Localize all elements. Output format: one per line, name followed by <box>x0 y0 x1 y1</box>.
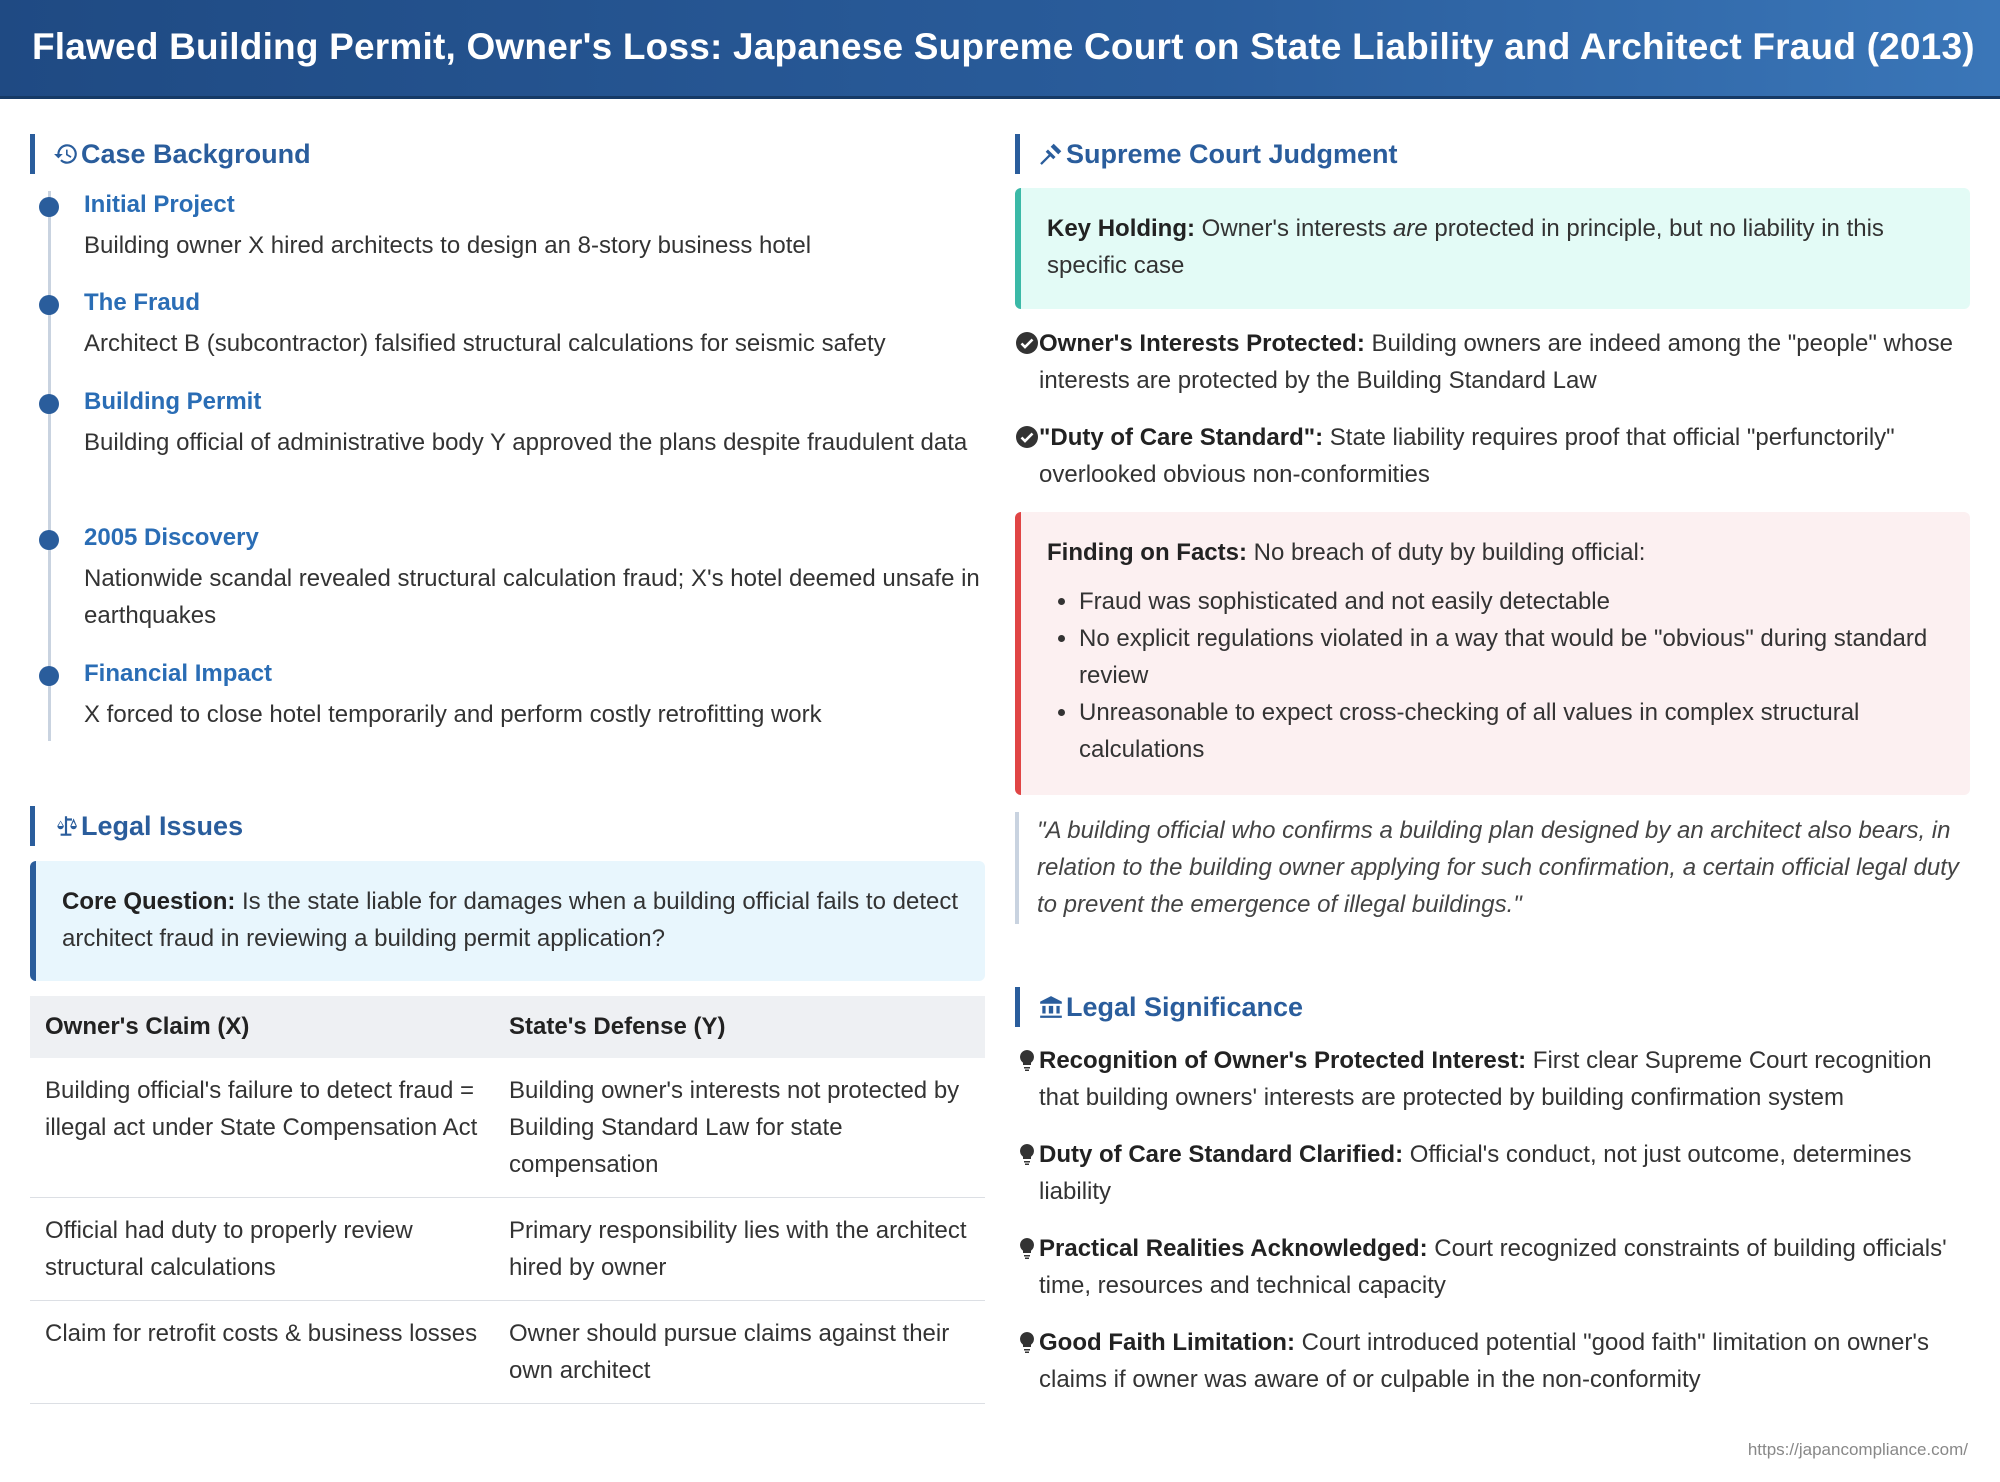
significance-item-text: Official's conduct, not just outcome, determines liability <box>1039 1141 1912 1205</box>
table-cell: Claim for retrofit costs & business losses <box>30 1301 494 1404</box>
section-title-text: Case Background <box>81 138 311 169</box>
judgment-point-text: State liability requires proof that official "perfunctorily" overlooked obvious non-conformities <box>1039 424 1895 488</box>
significance-item <box>1015 1324 1970 1398</box>
table-header-row <box>30 996 985 1058</box>
timeline-item-title: Building Permit <box>84 388 262 415</box>
key-holding-emphasis: are <box>1392 215 1428 242</box>
table-row <box>30 1198 985 1301</box>
table-row <box>30 1058 985 1198</box>
check-circle-icon <box>1015 425 1039 449</box>
key-holding-label: Key Holding: <box>1047 215 1195 242</box>
page-header <box>0 0 2000 99</box>
significance-item-text: Court introduced potential "good faith" limitation on owner's claims if owner was aware of or culpable in the non-conformity <box>1039 1329 1929 1393</box>
timeline-item-title: The Fraud <box>84 289 201 316</box>
core-question-label: Core Question: <box>62 888 236 915</box>
judgment-point-label: "Duty of Care Standard": <box>1039 424 1324 451</box>
finding-label: Finding on Facts: <box>1047 539 1247 566</box>
significance-item <box>1015 1136 1970 1210</box>
significance-item-body <box>1039 1324 1970 1398</box>
timeline-item-title: Initial Project <box>84 191 235 218</box>
significance-item-text: First clear Supreme Court recognition that building owners' interests are protected by building confirmation system <box>1039 1047 1932 1111</box>
timeline-item-text: X forced to close hotel temporarily and perform costly retrofitting work <box>84 701 822 728</box>
significance-item-body <box>1039 1230 1970 1304</box>
judgment-point-body <box>1039 419 1970 493</box>
significance-item-label: Recognition of Owner's Protected Interest: <box>1039 1047 1527 1074</box>
lightbulb-icon <box>1015 1048 1039 1072</box>
timeline-item-text: Building official of administrative body Y approved the plans despite fraudulent data <box>84 429 968 456</box>
section-title-text: Legal Issues <box>81 810 244 841</box>
table-cell: Building owner's interests not protected by Building Standard Law for state compensation <box>494 1058 985 1198</box>
table-cell: Owner should pursue claims against their own architect <box>494 1301 985 1404</box>
section-title-issues <box>30 806 243 846</box>
timeline-dot <box>39 530 59 550</box>
significance-item-body <box>1039 1136 1970 1210</box>
list-item: • Unreasonable to expect cross-checking of all values in complex structural calculations <box>1079 694 1944 768</box>
judgment-point <box>1015 325 1970 399</box>
finding-text: No breach of duty by building official: <box>1253 539 1646 566</box>
list-item: • Fraud was sophisticated and not easily detectable <box>1079 583 1944 620</box>
footer-url: https://japancompliance.com/ <box>1747 1440 1968 1459</box>
significance-item <box>1015 1230 1970 1304</box>
timeline-dot <box>39 666 59 686</box>
judgment-point-label: Owner's Interests Protected: <box>1039 330 1365 357</box>
timeline-item-title: Financial Impact <box>84 660 273 687</box>
timeline-dot <box>39 394 59 414</box>
institution-icon <box>1038 994 1064 1020</box>
core-question-box <box>30 861 985 981</box>
judgment-quote: "A building official who confirms a building plan designed by an architect also bears, in relation to the building owner applying for such confirmation, a certain official legal duty to prevent the emergence of illegal buildings." <box>1015 812 1970 924</box>
lightbulb-icon <box>1015 1142 1039 1166</box>
history-icon <box>53 141 79 167</box>
core-question-text: Is the state liable for damages when a building official fails to detect architect fraud in reviewing a building permit application? <box>62 888 958 952</box>
significance-item-label: Duty of Care Standard Clarified: <box>1039 1141 1404 1168</box>
table-cell: Building official's failure to detect fraud = illegal act under State Compensation Act <box>30 1058 494 1198</box>
timeline-dot <box>39 197 59 217</box>
significance-item-body <box>1039 1042 1970 1116</box>
table-row <box>30 1301 985 1404</box>
timeline <box>48 191 978 741</box>
significance-item-text: Court recognized constraints of building officials' time, resources and technical capacity <box>1039 1235 1947 1299</box>
list-item: • No explicit regulations violated in a way that would be "obvious" during standard review <box>1079 620 1944 694</box>
table-header-cell: Owner's Claim (X) <box>30 996 494 1058</box>
section-title-significance <box>1015 987 1303 1027</box>
section-title-text: Supreme Court Judgment <box>1066 138 1398 169</box>
timeline-item-text: Building owner X hired architects to design an 8-story business hotel <box>84 232 812 259</box>
page-title: Flawed Building Permit, Owner's Loss: Japanese Supreme Court on State Liability and Architect Fraud (2013) <box>32 26 1975 67</box>
lightbulb-icon <box>1015 1330 1039 1354</box>
significance-item-label: Practical Realities Acknowledged: <box>1039 1235 1428 1262</box>
key-holding-pre: Owner's interests <box>1201 215 1387 242</box>
timeline-dot <box>39 295 59 315</box>
significance-item-label: Good Faith Limitation: <box>1039 1329 1295 1356</box>
section-title-background <box>30 134 311 174</box>
key-holding-post: protected in principle, but no liability in this specific case <box>1047 215 1884 279</box>
lightbulb-icon <box>1015 1236 1039 1260</box>
judgment-point-text: Building owners are indeed among the "people" whose interests are protected by the Building Standard Law <box>1039 330 1953 394</box>
judgment-point-body <box>1039 325 1970 399</box>
significance-item <box>1015 1042 1970 1116</box>
finding-box <box>1015 512 1970 795</box>
gavel-icon <box>1038 141 1064 167</box>
table-cell: Primary responsibility lies with the architect hired by owner <box>494 1198 985 1301</box>
timeline-item-text: Architect B (subcontractor) falsified structural calculations for seismic safety <box>84 330 886 357</box>
scale-icon <box>53 813 79 839</box>
key-holding-box <box>1015 188 1970 309</box>
timeline-item-title: 2005 Discovery <box>84 524 259 551</box>
judgment-point <box>1015 419 1970 493</box>
finding-list <box>1047 583 1944 768</box>
claims-table <box>30 996 985 1404</box>
check-circle-icon <box>1015 331 1039 355</box>
table-cell: Official had duty to properly review structural calculations <box>30 1198 494 1301</box>
table-header-cell: State's Defense (Y) <box>494 996 985 1058</box>
section-title-text: Legal Significance <box>1066 991 1304 1022</box>
section-title-judgment <box>1015 134 1398 174</box>
timeline-item-text: Nationwide scandal revealed structural calculation fraud; X's hotel deemed unsafe in earthquakes <box>84 565 980 629</box>
